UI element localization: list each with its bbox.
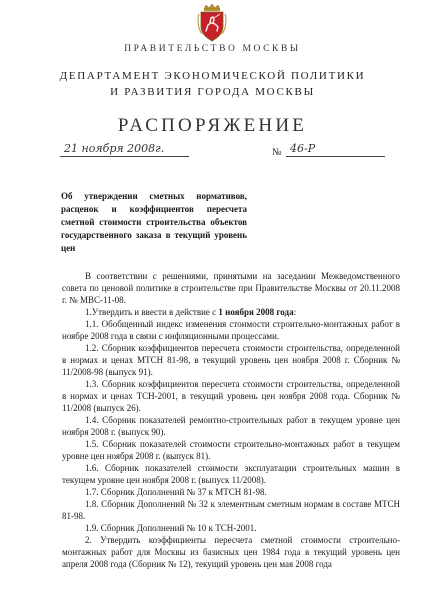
document-type: РАСПОРЯЖЕНИЕ — [117, 115, 308, 136]
government-title: ПРАВИТЕЛЬСТВО МОСКВЫ — [124, 44, 301, 54]
item-1 — [62, 306, 400, 318]
item-2: 2. Утвердить коэффициенты пересчета сметной стоимости строительно-монтажных работ для Москвы из базисных цен 1984 года в текущий уровень цен апреля 2008 года (Сборник № 12), текущий уровень цен мая 2008 года — [62, 535, 400, 569]
item-1-3: 1.3. Сборник коэффициентов пересчета стоимости строительства, определенной в нормах и ценах ТСН-2001, в текущий уровень цен ноября 2008 года. Сборник № 11/2008 (выпуск 26). — [62, 379, 400, 413]
item-1-2: 1.2. Сборник коэффициентов пересчета стоимости строительства, определенной в нормах и ценах МТСН 81-98, в текущий уровень цен ноября 2008 г. Сборник № 11/2008-98 (выпуск 91). — [62, 343, 400, 377]
item-1-7: 1.7. Сборник Дополнений № 37 к МТСН 81-98. — [85, 487, 267, 497]
item-1-date: 1 ноября 2008 года — [218, 307, 294, 317]
document-body — [62, 270, 400, 570]
item-1-1: 1.1. Обобщенный индекс изменения стоимости строительно-монтажных работ в ноябре 2008 года в связи с инфляционными процессами. — [62, 319, 400, 341]
intro-paragraph: В соответствии с решениями, принятыми на заседании Межведомственного совета по ценовой политике в строительстве при Правительстве Москвы от 20.11.2008 г. № МВС-11-08. — [62, 271, 400, 305]
department-title-1: ДЕПАРТАМЕНТ ЭКОНОМИЧЕСКОЙ ПОЛИТИКИ — [59, 70, 366, 82]
item-1-colon: : — [293, 307, 297, 317]
document-date: 21 ноября 2008г. — [60, 142, 189, 157]
document-number-label: № — [272, 147, 282, 158]
item-1-4: 1.4. Сборник показателей ремонтно-строительных работ в текущем уровне цен ноября 2008 г. (выпуск 90). — [62, 415, 400, 437]
moscow-coat-of-arms-icon — [196, 4, 228, 42]
department-title-2: И РАЗВИТИЯ ГОРОДА МОСКВЫ — [110, 86, 315, 98]
item-1-6: 1.6. Сборник показателей стоимости эксплуатации строительных машин в текущем уровне цен ноября 2008 г. (выпуск 11/2008). — [62, 463, 400, 485]
item-1-5: 1.5. Сборник показателей стоимости строительно-монтажных работ в текущем уровне цен ноября 2008 г. (выпуск 81). — [62, 439, 400, 461]
item-1-9: 1.9. Сборник Дополнений № 10 к ТСН-2001. — [85, 523, 257, 533]
document-subject: Об утверждении сметных нормативов, расценок и коэффициентов пересчета сметной стоимости строительства объектов государственного заказа в текущий уровень цен — [61, 191, 247, 253]
document-number: 46-Р — [286, 142, 385, 157]
item-1-8: 1.8. Сборник Дополнений № 32 к элементным сметным нормам в составе МТСН 81-98. — [62, 499, 400, 521]
item-1-text: 1.Утвердить и ввести в действие с — [85, 307, 219, 317]
